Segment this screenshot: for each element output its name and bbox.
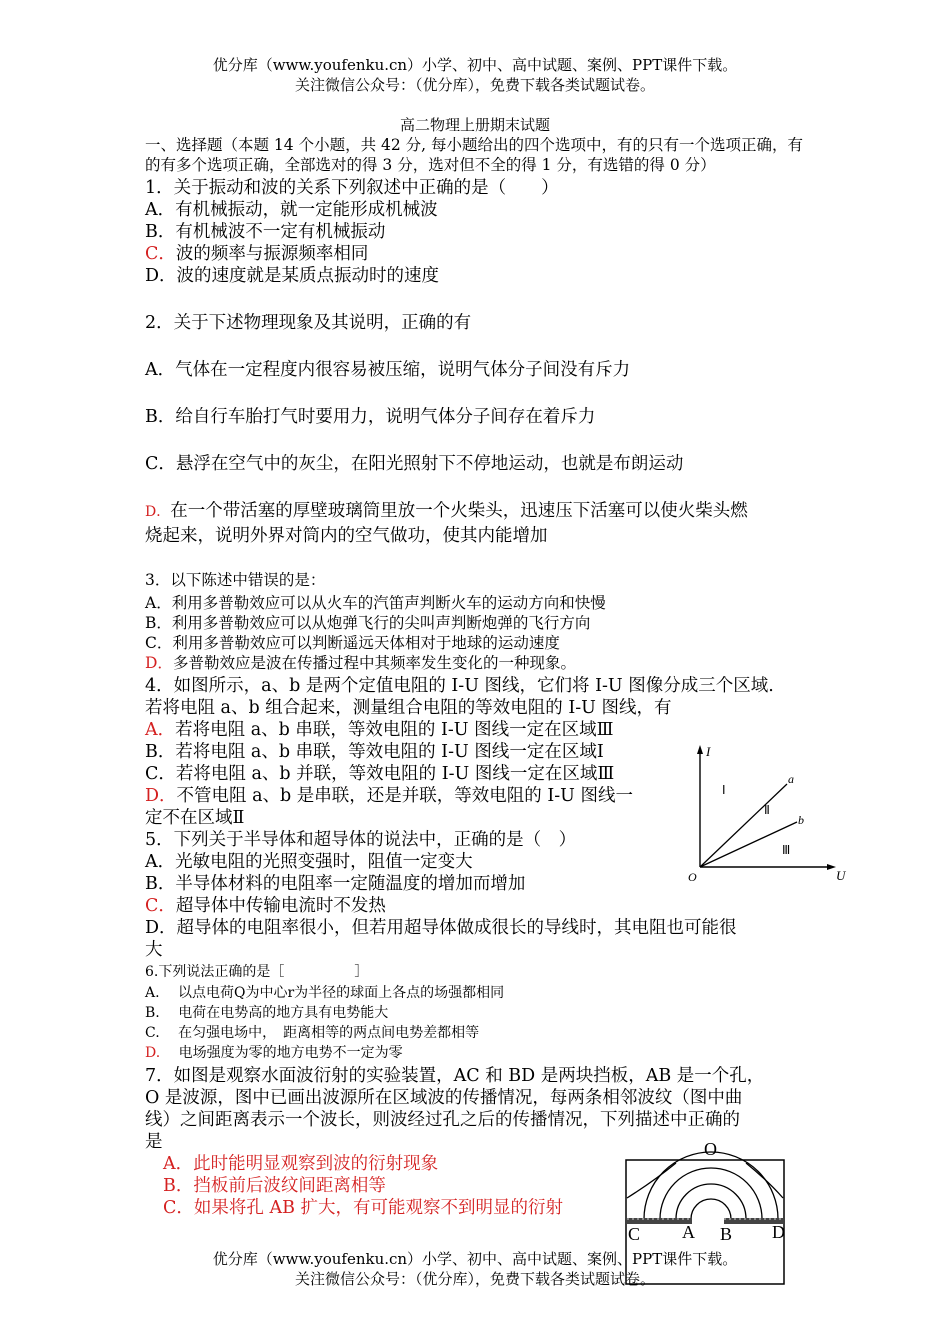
q3-stem: 3．以下陈述中错误的是： <box>145 571 326 589</box>
iu-x-label: U <box>836 868 846 883</box>
q5-option-d-cont: 大 <box>145 940 163 960</box>
q3-option-d-text: 多普勒效应是波在传播过程中其频率发生变化的一种现象。 <box>172 654 576 672</box>
q5-stem: 5．下列关于半导体和超导体的说法中，正确的是（ ） <box>145 830 577 850</box>
q5-option-b: B．半导体材料的电阻率一定随温度的增加而增加 <box>145 874 526 894</box>
q6-stem: 6.下列说法正确的是［ ］ <box>145 964 369 980</box>
q4-option-a-letter: A． <box>145 720 176 740</box>
q6-option-d <box>145 1045 403 1061</box>
q7-stem-2: O 是波源，图中已画出波源所在区域波的传播情况，每两条相邻波纹（图中曲 <box>145 1088 743 1108</box>
q2-stem: 2．关于下述物理现象及其说明，正确的有 <box>145 313 472 333</box>
q5-option-a: A．光敏电阻的光照变强时，阻值一定变大 <box>145 852 473 872</box>
iu-y-label: I <box>706 744 711 759</box>
page-title: 高二物理上册期末试题 <box>399 116 550 134</box>
wavefront-1 <box>691 1199 731 1219</box>
q4-option-d-letter: D． <box>145 786 177 806</box>
q5-option-c <box>145 896 386 916</box>
header-line-1: 优分库（www.youfenku.cn）小学、初中、高中试题、案例、PPT课件下载。 <box>212 56 738 74</box>
point-d-label: D <box>772 1222 785 1242</box>
q1-option-c-text: 波的频率与振源频率相同 <box>175 244 369 264</box>
q6-option-d-text: 电场强度为零的地方电势不一定为零 <box>160 1045 403 1061</box>
q2-option-c: C．悬浮在空气中的灰尘，在阳光照射下不停地运动，也就是布朗运动 <box>145 454 684 474</box>
q4-option-d-text: 不管电阻 a、b 是串联，还是并联，等效电阻的 I-U 图线一 <box>176 786 633 806</box>
q1-option-c-letter: C． <box>145 244 176 264</box>
q2-option-d-letter: D． <box>145 504 171 520</box>
q6-option-d-letter: D. <box>145 1045 161 1061</box>
q4-option-a-text: 若将电阻 a、b 串联，等效电阻的 I-U 图线一定在区域Ⅲ <box>175 720 614 740</box>
q7-option-c-text: C．如果将孔 AB 扩大，有可能观察不到明显的衍射 <box>163 1198 564 1218</box>
point-c-label: C <box>628 1224 641 1244</box>
q1-option-c <box>145 244 368 264</box>
q2-option-a: A．气体在一定程度内很容易被压缩，说明气体分子间没有斥力 <box>145 360 631 380</box>
q3-option-d-letter: D． <box>145 654 173 672</box>
q6-option-c: C. 在匀强电场中， 距离相等的两点间电势差都相等 <box>145 1025 480 1041</box>
q3-option-d <box>145 655 576 673</box>
q1-option-d: D．波的速度就是某质点振动时的速度 <box>145 266 440 286</box>
q4-option-b: B．若将电阻 a、b 串联，等效电阻的 I-U 图线一定在区域Ⅰ <box>145 742 604 762</box>
q5-option-c-letter: C． <box>145 896 176 916</box>
q2-option-d <box>145 501 748 521</box>
q5-option-d: D．超导体的电阻率很小，但若用超导体做成很长的导线时，其电阻也可能很 <box>145 918 737 938</box>
q1-option-b: B．有机械波不一定有机械振动 <box>145 222 386 242</box>
q7-stem-1: 7．如图是观察水面波衍射的实验装置，AC 和 BD 是两块挡板，AB 是一个孔， <box>145 1066 765 1086</box>
point-a-label: A <box>682 1222 695 1242</box>
footer-line-2: 关注微信公众号：（优分库），免费下载各类试题试卷。 <box>294 1270 655 1288</box>
q1-option-a: A．有机械振动，就一定能形成机械波 <box>145 200 438 220</box>
q4-option-a <box>145 720 613 740</box>
q6-option-a: A. 以点电荷Q为中心r为半径的球面上各点的场强都相同 <box>145 985 505 1001</box>
wave-source-label: O <box>704 1139 717 1159</box>
iu-region-1: Ⅰ <box>722 783 726 797</box>
iu-region-2: Ⅱ <box>764 803 770 817</box>
footer-line-1: 优分库（www.youfenku.cn）小学、初中、高中试题、案例、PPT课件下载。 <box>212 1250 738 1268</box>
wavefront-5-right <box>746 1163 783 1198</box>
q4-stem-1: 4．如图所示，a、b 是两个定值电阻的 I-U 图线，它们将 I-U 图像分成三个区域. <box>145 676 774 696</box>
wavefront-4 <box>644 1152 778 1219</box>
iu-line-a-label: a <box>788 772 794 786</box>
q2-option-d-cont: 烧起来，说明外界对筒内的空气做功，使其内能增加 <box>145 526 548 546</box>
q3-option-c: C．利用多普勒效应可以判断遥远天体相对于地球的运动速度 <box>145 634 560 652</box>
q4-option-d-cont: 定不在区域Ⅱ <box>145 808 245 828</box>
wavefront-5-left <box>627 1163 676 1198</box>
q4-stem-2: 若将电阻 a、b 组合起来，测量组合电阻的等效电阻的 I-U 图线，有 <box>145 698 672 718</box>
q4-option-d <box>145 786 633 806</box>
q7-option-a: A．此时能明显观察到波的衍射现象 <box>163 1154 439 1174</box>
q7-option-b: B．挡板前后波纹间距离相等 <box>163 1176 386 1196</box>
iu-x-arrow <box>827 864 836 870</box>
iu-graph-figure <box>680 742 850 884</box>
q2-option-b: B．给自行车胎打气时要用力，说明气体分子间存在着斥力 <box>145 407 596 427</box>
iu-region-3: Ⅲ <box>782 843 791 857</box>
q7-stem-4: 是 <box>145 1132 163 1152</box>
q1-stem: 1．关于振动和波的关系下列叙述中正确的是（ ） <box>145 178 559 198</box>
q7-stem-3: 线）之间距离表示一个波长，则波经过孔之后的传播情况，下列描述中正确的 <box>145 1110 740 1130</box>
iu-origin-label: O <box>688 870 697 884</box>
instructions-line-1: 一、选择题（本题 14 个小题，共 42 分, 每小题给出的四个选项中，有的只有一个选项正确，有 <box>145 136 804 154</box>
header-line-2: 关注微信公众号：（优分库），免费下载各类试题试卷。 <box>294 76 655 94</box>
iu-line-b-label: b <box>798 813 804 827</box>
q4-option-c: C．若将电阻 a、b 并联，等效电阻的 I-U 图线一定在区域Ⅲ <box>145 764 615 784</box>
wavefront-3 <box>660 1168 762 1219</box>
point-b-label: B <box>720 1224 733 1244</box>
q5-option-c-text: 超导体中传输电流时不发热 <box>175 896 386 916</box>
q7-option-c <box>163 1198 563 1218</box>
iu-line-a <box>700 784 787 867</box>
q2-option-d-text: 在一个带活塞的厚壁玻璃筒里放一个火柴头，迅速压下活塞可以使火柴头燃 <box>170 501 748 521</box>
q3-option-a: A．利用多普勒效应可以从火车的汽笛声判断火车的运动方向和快慢 <box>145 594 606 612</box>
q3-option-b: B．利用多普勒效应可以从炮弹飞行的尖叫声判断炮弹的飞行方向 <box>145 614 591 632</box>
q6-option-b: B. 电荷在电势高的地方具有电势能大 <box>145 1005 389 1021</box>
instructions-line-2: 的有多个选项正确，全部选对的得 3 分，选对但不全的得 1 分，有选错的得 0 分） <box>145 156 716 174</box>
wavefront-2 <box>676 1184 746 1219</box>
iu-y-arrow <box>697 745 703 754</box>
